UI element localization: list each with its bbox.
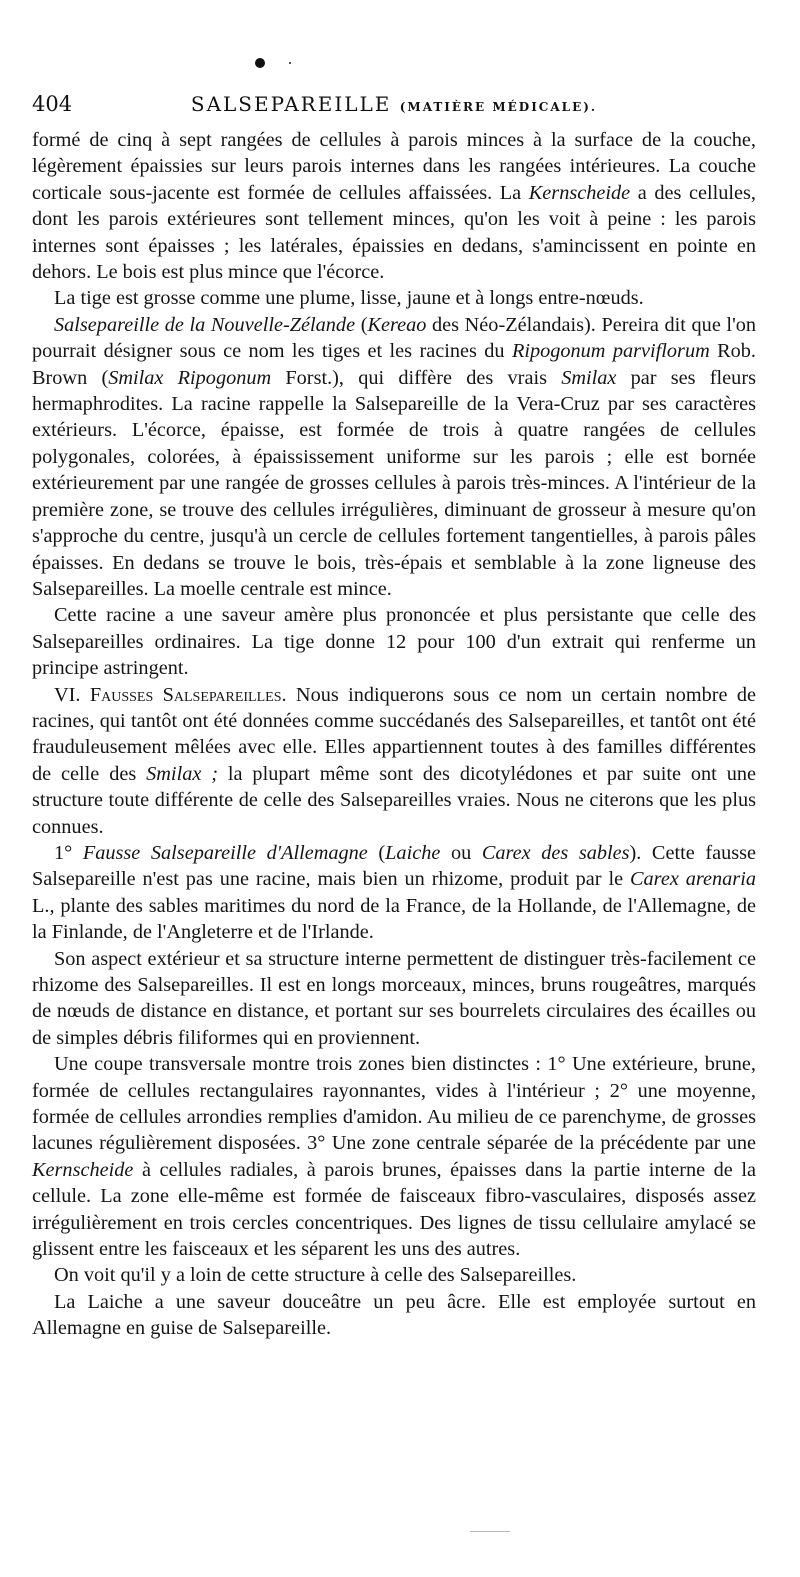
text-run: par ses fleurs hermaphrodites. La racine rappelle la Salsepareille de la Vera-Cruz par ses caractères extérieurs. L'écorce, épaisse, est formée de trois à quatre rangées de cellules polygonales, colorées, à épaississement uniforme sur les parois ; elle est bornée extérieurement par une rangée de grosses cellules à parois très-minces. A l'intérieur de la première zone, se trouve des cellules irrégulières, diminuant de grosseur à mesure qu'on s'approche du centre, jusqu'à un cercle de cellules fortement tangentielles, à parois pâles épaisses. En dedans se trouve le bois, très-épais et semblable à la zone ligneuse des Salsepareilles. La moelle centrale est mince. [32,366,756,600]
text-run: 1° [54,841,83,864]
paragraph [32,312,756,602]
text-run: ou [440,841,482,864]
page-number: 404 [32,92,73,116]
running-title-main: SALSEPAREILLE [190,92,392,116]
text-run: ( [355,313,368,336]
text-run: La Laiche a une saveur douceâtre un peu âcre. Elle est employée surtout en Allemagne en guise de Salsepareille. [32,1290,756,1340]
text-run: Une coupe transversale montre trois zones bien distinctes : 1° Une extérieure, brune, formée de cellules rectangulaires rayonnantes, vides à l'intérieur ; 2° une moyenne, formée de cellules arrondies remplies d'amidon. Au milieu de ce parenchyme, de grosses lacunes régulièrement disposées. 3° Une zone centrale séparée de la précédente par une [32,1053,756,1155]
paragraph [32,1262,756,1288]
paragraph [32,682,756,840]
paragraph [32,602,756,681]
text-run: Nous indiquerons sous ce nom un certain nombre de racines, qui tantôt ont été données comme succédanés des Salsepareilles, et tantôt ont été frauduleusement mêlées avec elle. Elles appartiennent toutes à des familles différentes de celle des [32,683,757,785]
running-title-sub: (MATIÈRE MÉDICALE). [399,100,598,114]
text-run: Forst.), qui diffère des vrais [271,366,562,389]
print-speck [470,1531,510,1532]
text-run: VI. [54,683,90,706]
text-run: formé de cinq à sept rangées de cellules à parois minces à la surface de la couche, légèrement épaissies sur leurs parois internes dans les rangées intérieures. La couche corticale sous-jacente est formée de cellules affaissées. La [32,129,756,204]
text-run: à cellules radiales, à parois brunes, épaisses dans la partie interne de la cellule. La zone elle-même est formée de faisceaux fibro-vasculaires, disposés assez irrégulièrement en trois cercles concentriques. Des lignes de tissu cellulaire amylacé se glissent entre les faisceaux et les séparent les uns des autres. [32,1158,756,1261]
italic-text: Smilax Ripogonum [108,366,272,389]
italic-text: Salsepareille de la Nouvelle-Zélande [54,313,356,336]
italic-text: Laiche [385,841,441,864]
text-run: On voit qu'il y a loin de cette structure à celle des Salsepareilles. [54,1264,577,1287]
text-run: Cette racine a une saveur amère plus prononcée et plus persistante que celle des Salsepareilles ordinaires. La tige donne 12 pour 100 d'un extrait qui renferme un principe astringent. [32,604,756,680]
paragraph [32,285,756,311]
italic-text: Kernscheide [32,1158,134,1181]
paragraph [32,946,756,1052]
text-run: La tige est grosse comme une plume, lisse, jaune et à longs entre-nœuds. [54,287,644,310]
text-run: Son aspect extérieur et sa structure interne permettent de distinguer très-facilement ce rhizome des Salsepareilles. Il est en longs morceaux, minces, bruns rougeâtres, marqués de nœuds de distance en distance, et portant sur ses bourrelets circulaires des écailles ou de simples débris filiformes qui en proviennent. [32,947,756,1049]
text-run: des Néo-Zélandais). Pereira dit que l'on pourrait désigner sous ce nom les tiges et les racines du [32,313,757,363]
text-run: a des cellules, dont les parois extérieures sont tellement minces, qu'on les voit à peine : les parois internes sont épaisses ; les latérales, épaissies en dedans, s'amincissent en pointe en dehors. Le bois est plus mince que l'écorce. [32,181,756,284]
ink-spot [255,58,265,68]
body-text [32,127,756,1342]
italic-text: Kernscheide [528,181,631,204]
paragraph [32,1289,756,1342]
italic-text: Carex des sables [481,841,630,864]
text-run: Rob. Brown ( [32,340,756,389]
text-run: ). Cette fausse Salsepareille n'est pas une racine, mais bien un rhizome, produit par le [32,841,757,891]
text-run: la plupart même sont des dicotylédones et par suite ont une structure toute différente de celle des Salsepareilles vraies. Nous ne citerons que les plus connues. [32,762,756,838]
print-speck [289,62,291,64]
paragraph [32,840,756,946]
text-run: L., plante des sables maritimes du nord de la France, de la Hollande, de l'Allemagne, de la Finlande, de l'Angleterre et de l'Irlande. [32,894,756,944]
paragraph [32,127,756,285]
paragraph [32,1051,756,1262]
italic-text: Smilax ; [146,762,218,785]
text-run: ( [367,841,386,864]
italic-text: Carex arenaria [630,868,756,891]
italic-text: Smilax [561,366,617,389]
running-header [32,92,756,122]
smallcaps-heading: Fausses Salsepareilles. [89,683,287,706]
italic-text: Kereao [367,313,427,336]
running-title [32,92,756,116]
italic-text: Ripogonum parviflorum [511,340,710,363]
italic-text: Fausse Salsepareille d'Allemagne [82,841,368,864]
